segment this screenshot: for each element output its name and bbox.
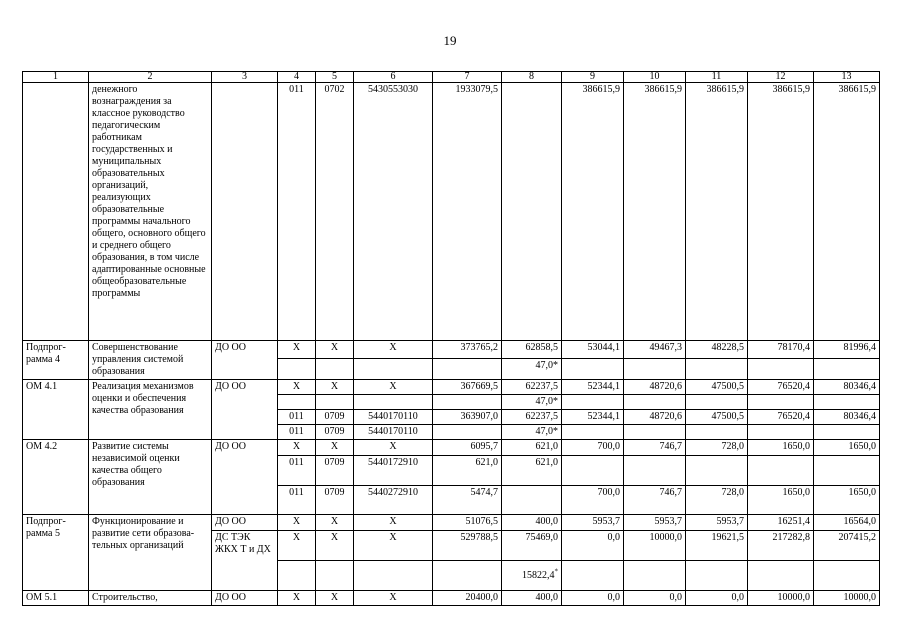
cell-year-3: 0,0 bbox=[624, 591, 686, 606]
cell-year-4: 728,0 bbox=[686, 486, 748, 515]
cell-executor: ДО ОО bbox=[212, 341, 278, 380]
cell-chapter: 011 bbox=[278, 410, 316, 425]
cell-total: 1933079,5 bbox=[433, 83, 502, 341]
cell-target bbox=[354, 395, 433, 410]
cell-year-2: 5953,7 bbox=[562, 515, 624, 531]
cell-year-1: 75469,0 bbox=[502, 531, 562, 561]
cell-year-3: 10000,0 bbox=[624, 531, 686, 561]
cell-executor: ДО ОО bbox=[212, 591, 278, 606]
cell-total bbox=[433, 561, 502, 591]
cell-year-6 bbox=[814, 425, 880, 440]
cell-total: 367669,5 bbox=[433, 380, 502, 395]
cell-total: 373765,2 bbox=[433, 341, 502, 359]
cell-year-4 bbox=[686, 425, 748, 440]
cell-year-1: 62858,5 bbox=[502, 341, 562, 359]
cell-year-1: 47,0* bbox=[502, 359, 562, 380]
cell-target: 5440170110 bbox=[354, 410, 433, 425]
table-row bbox=[23, 515, 880, 531]
cell-year-3 bbox=[624, 359, 686, 380]
cell-total bbox=[433, 359, 502, 380]
cell-year-4: 47500,5 bbox=[686, 410, 748, 425]
cell-year-4 bbox=[686, 561, 748, 591]
cell-year-2 bbox=[562, 561, 624, 591]
cell-year-5: 76520,4 bbox=[748, 410, 814, 425]
column-header: 1 bbox=[23, 72, 89, 83]
cell-year-5 bbox=[748, 425, 814, 440]
cell-year-2: 52344,1 bbox=[562, 380, 624, 395]
cell-section: Х bbox=[316, 515, 354, 531]
cell-year-4 bbox=[686, 359, 748, 380]
column-header: 3 bbox=[212, 72, 278, 83]
cell-chapter bbox=[278, 395, 316, 410]
cell-year-4: 5953,7 bbox=[686, 515, 748, 531]
table-row bbox=[23, 341, 880, 359]
cell-year-3: 386615,9 bbox=[624, 83, 686, 341]
cell-year-6: 1650,0 bbox=[814, 440, 880, 456]
cell-target: Х bbox=[354, 380, 433, 395]
cell-total bbox=[433, 425, 502, 440]
cell-year-3 bbox=[624, 456, 686, 486]
cell-value: 15822,4 bbox=[522, 569, 555, 581]
cell-target: Х bbox=[354, 515, 433, 531]
cell-year-5: 78170,4 bbox=[748, 341, 814, 359]
column-header: 7 bbox=[433, 72, 502, 83]
cell-target: Х bbox=[354, 341, 433, 359]
cell-section bbox=[316, 561, 354, 591]
footnote-mark: * bbox=[554, 567, 558, 576]
cell-code: Подпрог-рамма 4 bbox=[23, 341, 89, 380]
cell-year-4: 728,0 bbox=[686, 440, 748, 456]
cell-name: денежного вознаграждения за классное руководство педагогическим работникам государственных и муниципальных образовательных организаций, реализующих образовательные программы начального общего, основного общего и среднего общего образования, в том числе адаптированные основные общеобразовательные программы bbox=[89, 83, 212, 341]
cell-year-2 bbox=[562, 425, 624, 440]
cell-section: 0709 bbox=[316, 410, 354, 425]
column-header: 10 bbox=[624, 72, 686, 83]
cell-year-1: 400,0 bbox=[502, 515, 562, 531]
cell-year-6 bbox=[814, 395, 880, 410]
cell-year-2: 53044,1 bbox=[562, 341, 624, 359]
cell-chapter: 011 bbox=[278, 83, 316, 341]
cell-section: 0702 bbox=[316, 83, 354, 341]
cell-chapter: Х bbox=[278, 515, 316, 531]
cell-year-5: 1650,0 bbox=[748, 440, 814, 456]
cell-year-2: 700,0 bbox=[562, 440, 624, 456]
cell-year-1 bbox=[502, 561, 562, 591]
cell-section: 0709 bbox=[316, 425, 354, 440]
header-row bbox=[23, 72, 880, 83]
cell-year-5: 16251,4 bbox=[748, 515, 814, 531]
cell-chapter: Х bbox=[278, 380, 316, 395]
cell-year-4: 19621,5 bbox=[686, 531, 748, 561]
cell-target: Х bbox=[354, 531, 433, 561]
cell-target: 5430553030 bbox=[354, 83, 433, 341]
cell-target bbox=[354, 561, 433, 591]
cell-year-1: 62237,5 bbox=[502, 410, 562, 425]
cell-executor: ДС ТЭК ЖКХ Т и ДХ bbox=[212, 531, 278, 591]
cell-total: 20400,0 bbox=[433, 591, 502, 606]
cell-section bbox=[316, 395, 354, 410]
cell-year-2: 0,0 bbox=[562, 591, 624, 606]
cell-chapter: Х bbox=[278, 440, 316, 456]
cell-total: 363907,0 bbox=[433, 410, 502, 425]
cell-year-2 bbox=[562, 456, 624, 486]
column-header: 9 bbox=[562, 72, 624, 83]
cell-year-5: 217282,8 bbox=[748, 531, 814, 561]
cell-chapter bbox=[278, 561, 316, 591]
column-header: 4 bbox=[278, 72, 316, 83]
cell-year-2: 386615,9 bbox=[562, 83, 624, 341]
cell-year-5: 386615,9 bbox=[748, 83, 814, 341]
table-row bbox=[23, 83, 880, 341]
cell-target: 5440170110 bbox=[354, 425, 433, 440]
cell-chapter: Х bbox=[278, 531, 316, 561]
cell-section: Х bbox=[316, 440, 354, 456]
cell-year-6: 207415,2 bbox=[814, 531, 880, 561]
column-header: 6 bbox=[354, 72, 433, 83]
cell-chapter: 011 bbox=[278, 486, 316, 515]
cell-total bbox=[433, 395, 502, 410]
column-header: 8 bbox=[502, 72, 562, 83]
cell-year-2: 52344,1 bbox=[562, 410, 624, 425]
cell-name: Строительство, bbox=[89, 591, 212, 606]
cell-year-2 bbox=[562, 359, 624, 380]
cell-code: ОМ 5.1 bbox=[23, 591, 89, 606]
cell-total: 529788,5 bbox=[433, 531, 502, 561]
cell-total: 5474,7 bbox=[433, 486, 502, 515]
cell-name: Функционирование и развитие сети образова-тельных организаций bbox=[89, 515, 212, 591]
cell-year-4 bbox=[686, 395, 748, 410]
cell-year-6: 80346,4 bbox=[814, 410, 880, 425]
cell-code: Подпрог-рамма 5 bbox=[23, 515, 89, 591]
cell-executor: ДО ОО bbox=[212, 380, 278, 440]
cell-year-3 bbox=[624, 395, 686, 410]
cell-section: 0709 bbox=[316, 456, 354, 486]
cell-year-3: 48720,6 bbox=[624, 380, 686, 395]
cell-year-4: 386615,9 bbox=[686, 83, 748, 341]
cell-year-6 bbox=[814, 359, 880, 380]
table-row bbox=[23, 380, 880, 395]
cell-section: Х bbox=[316, 531, 354, 561]
cell-year-3 bbox=[624, 425, 686, 440]
cell-chapter bbox=[278, 359, 316, 380]
column-header: 2 bbox=[89, 72, 212, 83]
cell-year-1: 621,0 bbox=[502, 456, 562, 486]
cell-section: 0709 bbox=[316, 486, 354, 515]
cell-total: 6095,7 bbox=[433, 440, 502, 456]
column-header: 13 bbox=[814, 72, 880, 83]
cell-year-5: 76520,4 bbox=[748, 380, 814, 395]
cell-year-6: 386615,9 bbox=[814, 83, 880, 341]
cell-year-1: 47,0* bbox=[502, 425, 562, 440]
cell-section: Х bbox=[316, 341, 354, 359]
cell-year-2 bbox=[562, 395, 624, 410]
cell-target: Х bbox=[354, 440, 433, 456]
cell-section: Х bbox=[316, 380, 354, 395]
cell-year-5 bbox=[748, 395, 814, 410]
cell-chapter: 011 bbox=[278, 425, 316, 440]
cell-year-3 bbox=[624, 561, 686, 591]
table-row bbox=[23, 440, 880, 456]
cell-year-5: 1650,0 bbox=[748, 486, 814, 515]
cell-chapter: Х bbox=[278, 341, 316, 359]
column-header: 12 bbox=[748, 72, 814, 83]
cell-target: 5440272910 bbox=[354, 486, 433, 515]
cell-total: 621,0 bbox=[433, 456, 502, 486]
cell-year-3: 48720,6 bbox=[624, 410, 686, 425]
cell-total: 51076,5 bbox=[433, 515, 502, 531]
cell-year-1: 621,0 bbox=[502, 440, 562, 456]
cell-chapter: Х bbox=[278, 591, 316, 606]
cell-year-5 bbox=[748, 561, 814, 591]
cell-year-3: 746,7 bbox=[624, 440, 686, 456]
cell-code: ОМ 4.1 bbox=[23, 380, 89, 440]
cell-year-5: 10000,0 bbox=[748, 591, 814, 606]
cell-year-6: 1650,0 bbox=[814, 486, 880, 515]
cell-year-1: 62237,5 bbox=[502, 380, 562, 395]
column-header: 5 bbox=[316, 72, 354, 83]
table-row bbox=[23, 591, 880, 606]
budget-table bbox=[22, 71, 880, 606]
cell-target: 5440172910 bbox=[354, 456, 433, 486]
cell-year-6: 81996,4 bbox=[814, 341, 880, 359]
page-number: 19 bbox=[443, 33, 457, 48]
cell-year-6 bbox=[814, 561, 880, 591]
cell-year-3: 746,7 bbox=[624, 486, 686, 515]
cell-executor: ДО ОО bbox=[212, 515, 278, 531]
cell-code bbox=[23, 83, 89, 341]
cell-section bbox=[316, 359, 354, 380]
cell-year-4: 48228,5 bbox=[686, 341, 748, 359]
cell-year-3: 5953,7 bbox=[624, 515, 686, 531]
cell-year-2: 700,0 bbox=[562, 486, 624, 515]
cell-year-5 bbox=[748, 456, 814, 486]
cell-year-6 bbox=[814, 456, 880, 486]
cell-executor bbox=[212, 83, 278, 341]
cell-year-3: 49467,3 bbox=[624, 341, 686, 359]
column-header: 11 bbox=[686, 72, 748, 83]
cell-section: Х bbox=[316, 591, 354, 606]
cell-target: Х bbox=[354, 591, 433, 606]
cell-year-2: 0,0 bbox=[562, 531, 624, 561]
cell-name: Совершенствование управления системой образования bbox=[89, 341, 212, 380]
cell-name: Реализация механизмов оценки и обеспечения качества образования bbox=[89, 380, 212, 440]
cell-executor: ДО ОО bbox=[212, 440, 278, 515]
cell-year-6: 80346,4 bbox=[814, 380, 880, 395]
cell-code: ОМ 4.2 bbox=[23, 440, 89, 515]
cell-year-6: 10000,0 bbox=[814, 591, 880, 606]
cell-year-1 bbox=[502, 83, 562, 341]
cell-target bbox=[354, 359, 433, 380]
cell-year-4: 0,0 bbox=[686, 591, 748, 606]
cell-year-1 bbox=[502, 486, 562, 515]
cell-year-6: 16564,0 bbox=[814, 515, 880, 531]
cell-year-4 bbox=[686, 456, 748, 486]
cell-year-1: 400,0 bbox=[502, 591, 562, 606]
cell-year-4: 47500,5 bbox=[686, 380, 748, 395]
cell-chapter: 011 bbox=[278, 456, 316, 486]
cell-year-1: 47,0* bbox=[502, 395, 562, 410]
cell-year-5 bbox=[748, 359, 814, 380]
cell-name: Развитие системы независимой оценки качества общего образования bbox=[89, 440, 212, 515]
